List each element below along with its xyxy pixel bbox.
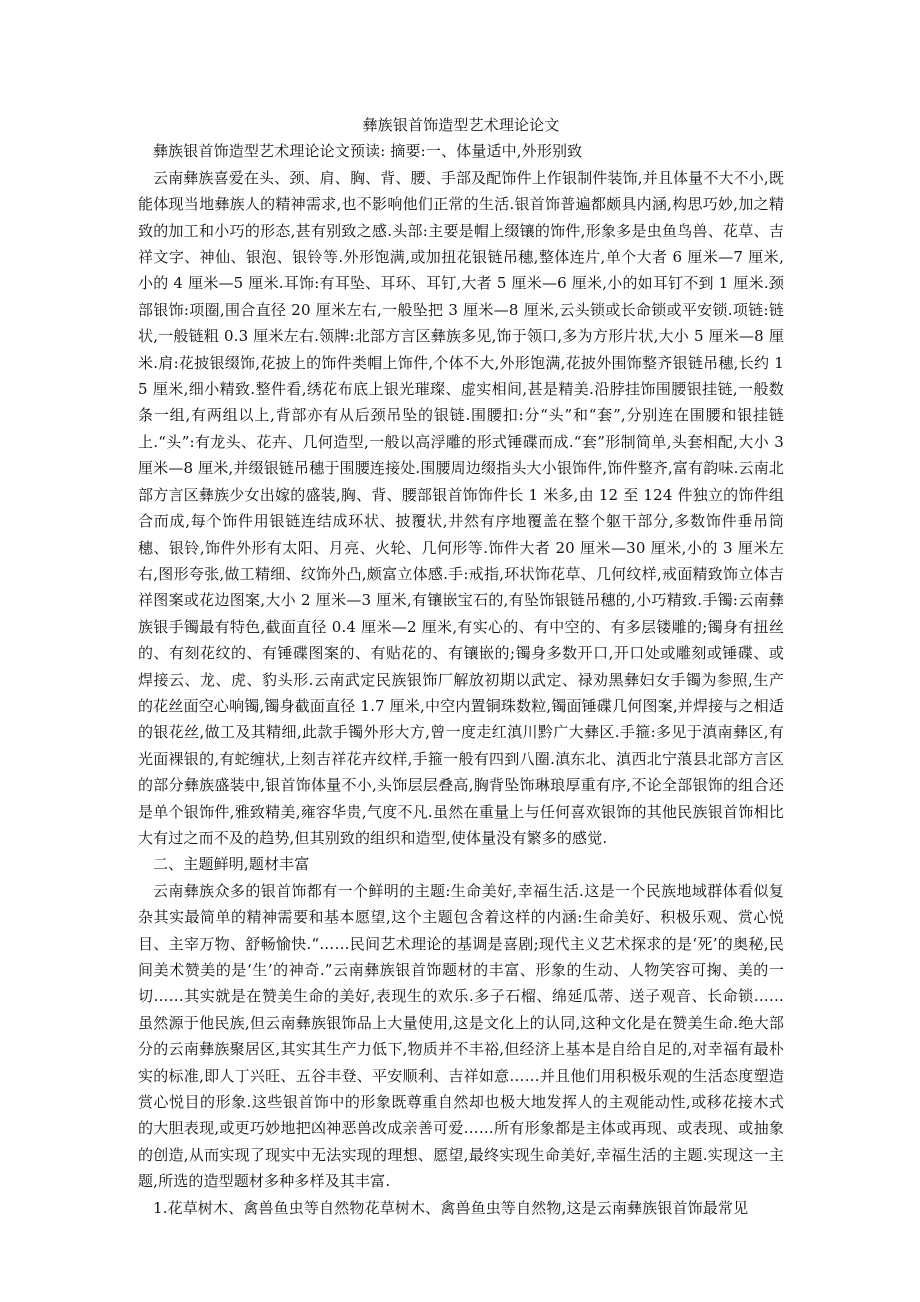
intro-line: 彝族银首饰造型艺术理论论文预读: 摘要:一、体量适中,外形别致 — [153, 142, 583, 161]
section-heading-theme: 二、主题鲜明,题材丰富 — [153, 855, 310, 874]
paragraph-body-nature: 1.花草树木、禽兽鱼虫等自然物花草树木、禽兽鱼虫等自然物,这是云南彝族银首饰最常见 — [153, 1198, 749, 1217]
document-page — [138, 112, 784, 1221]
paragraph-body-theme: 云南彝族众多的银首饰都有一个鲜明的主题:生命美好,幸福生活.这是一个民族地域群体看似复杂其实最简单的精神需要和基本愿望,这个主题包含着这样的内涵:生命美好、积极乐观、赏心悦目、主宰万物、舒畅愉快.“……民间艺术理论的基调是喜剧;现代主义艺术探求的是‘死’的奥秘,民间美术赞美的是‘生’的神奇.”云南彝族银首饰题材的丰富、形象的生动、人物笑容可掬、美的一切……其实就是在赞美生命的美好,表现生的欢乐.多子石榴、绵延瓜蒂、送子观音、长命锁……虽然源于他民族,但云南彝族银饰品上大量使用,这是文化上的认同,这种文化是在赞美生命.绝大部分的云南彝族聚居区,其实其生产力低下,物质并不丰裕,但经济上基本是自给自足的,对幸福有最朴实的标准,即人丁兴旺、五谷丰登、平安顺利、吉祥如意……并且他们用积极乐观的生活态度塑造赏心悦目的形象.这些银首饰中的形象既尊重自然却也极大地发挥人的主观能动性,或移花接木式的大胆表现,或更巧妙地把凶神恶兽改成亲善可爱……所有形象都是主体或再现、或表现、或抽象的创造,从而实现了现实中无法实现的理想、愿望,最终实现生命美好,幸福生活的主题.实现这一主题,所选的造型题材多种多样及其丰富. — [138, 881, 784, 1191]
document-title: 彝族银首饰造型艺术理论论文 — [362, 116, 560, 134]
paragraph-body-shape: 云南彝族喜爱在头、颈、肩、胸、背、腰、手部及配饰件上作银制件装饰,并且体量不大不小,既能体现当地彝族人的精神需求,也不影响他们正常的生活.银首饰普遍都颇具内涵,构思巧妙,加之精致的加工和小巧的形态,甚有别致之感.头部:主要是帽上缀镶的饰件,形象多是虫鱼鸟兽、花草、吉祥文字、神仙、银泡、银铃等.外形饱满,或加扭花银链吊穗,整体连片,单个大者 6 厘米—7 厘米,小的 4 厘米—5 厘米.耳饰:有耳坠、耳环、耳钉,大者 5 厘米—6 厘米,小的如耳钉不到 1 厘米.颈部银饰:项圈,围合直径 20 厘米左右,一般坠把 3 厘米—8 厘米,云头锁或长命锁或平安锁.项链:链状,一般链粗 0.3 厘米左右.领牌:北部方言区彝族多见,饰于领口,多为方形片状,大小 5 厘米—8 厘米.肩:花披银缀饰,花披上的饰件类帽上饰件,个体不大,外形饱满,花披外围饰整齐银链吊穗,长约 15 厘米,细小精致.整件看,绣花布底上银光璀璨、虚实相间,甚是精美.沿脖挂饰围腰银挂链,一般数条一组,有两组以上,背部亦有从后颈吊坠的银链.围腰扣:分“头”和“套”,分别连在围腰和银挂链上.“头”:有龙头、花卉、几何造型,一般以高浮雕的形式锤碟而成.“套”形制简单,头套相配,大小 3 厘米—8 厘米,并缀银链吊穗于围腰连接处.围腰周边缀指头大小银饰件,饰件整齐,富有韵味.云南北部方言区彝族少女出嫁的盛装,胸、背、腰部银首饰饰件长 1 米多,由 12 至 124 件独立的饰件组合而成,每个饰件用银链连结成环状、披覆状,井然有序地覆盖在整个躯干部分,多数饰件垂吊筒穗、银铃,饰件外形有太阳、月亮、火轮、几何形等.饰件大者 20 厘米—30 厘米,小的 3 厘米左右,图形夸张,做工精细、纹饰外凸,颇富立体感.手:戒指,环状饰花草、几何纹样,戒面精致饰立体吉祥图案或花边图案,大小 2 厘米—3 厘米,有镶嵌宝石的,有坠饰银链吊穗的,小巧精致.手镯:云南彝族银手镯最有特色,截面直径 0.4 厘米—2 厘米,有实心的、有中空的、有多层镂雕的;镯身有扭丝的、有刻花纹的、有锤碟图案的、有贴花的、有镶嵌的;镯身多数开口,开口处或雕刻或锤碟、或焊接云、龙、虎、豹头形.云南武定民族银饰厂解放初期以武定、禄劝黑彝妇女手镯为参照,生产的花丝面空心响镯,镯身截面直径 1.7 厘米,中空内置铜珠数粒,镯面锤碟几何图案,并焊接与之相适的银花丝,做工及其精细,此款手镯外形大方,曾一度走红滇川黔广大彝区.手箍:多见于滇南彝区,有光面裸银的,有蛇缠状,上刻吉祥花卉纹样,手箍一般有四到八圈.滇东北、滇西北宁蒗县北部方言区的部分彝族盛装中,银首饰体量不小,头饰层层叠高,胸背坠饰琳琅厚重有序,不论全部银饰的组合还是单个银饰件,雅致精美,雍容华贵,气度不凡.虽然在重量上与任何喜欢银饰的其他民族银首饰相比大有过之而不及的趋势,但其别致的组织和造型,使体量没有繁多的感觉. — [138, 168, 784, 847]
